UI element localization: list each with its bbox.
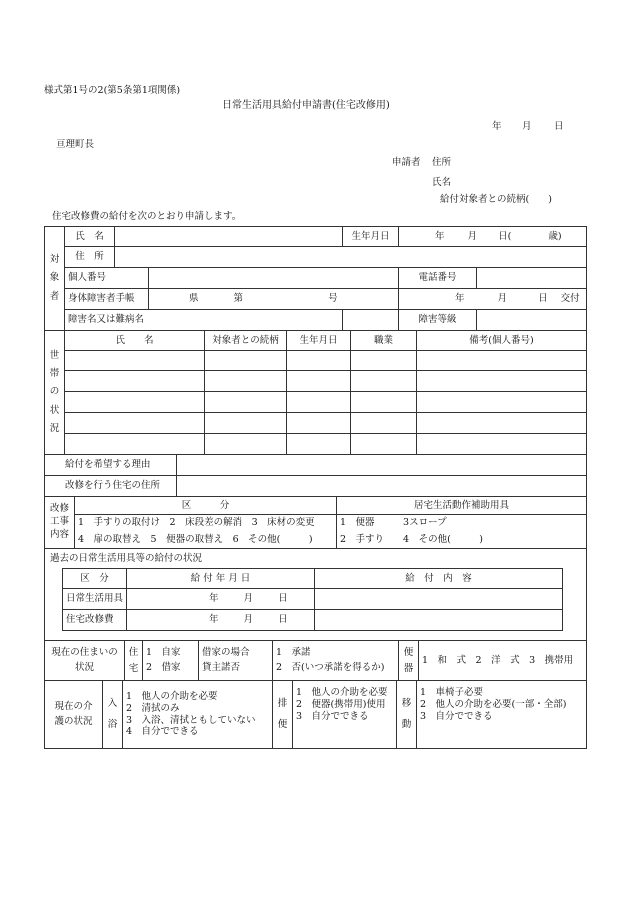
work-aid2: 2 手すり 4 その他( ): [337, 532, 587, 549]
past-header-date: 給 付 年 月 日: [127, 569, 315, 589]
household-header-name: 氏 名: [65, 331, 205, 351]
disability-grade-field[interactable]: [477, 310, 587, 331]
work-kubun-header: 区 分: [75, 497, 337, 515]
phone-label: 電話番号: [399, 268, 477, 289]
household-table: [44, 330, 587, 455]
relation-label: 給付対象者との続柄( ): [440, 194, 552, 205]
birth-label: 生年月日: [343, 227, 399, 247]
care-label: 現在の介護の状況: [45, 681, 103, 749]
subject-address-field[interactable]: [115, 247, 587, 268]
birth-field[interactable]: 年 月 日( 歳): [399, 227, 587, 247]
date-year: 年: [492, 121, 502, 132]
excretion-options[interactable]: 1 他人の介助を必要 2 便器(携帯用)使用 3 自分でできる: [293, 681, 397, 749]
household-header-birth: 生年月日: [287, 331, 351, 351]
work-line2: 4 扉の取替え 5 便器の取替え 6 その他( ): [75, 532, 337, 549]
work-line1: 1 手すりの取付け 2 床段差の解消 3 床材の変更: [75, 515, 337, 532]
subject-table: [44, 226, 587, 331]
past-benefits-title: 過去の日常生活用具等の給付の状況: [50, 553, 203, 564]
phone-field[interactable]: [477, 268, 587, 289]
past-row-daily-aids: 日常生活用具: [63, 589, 127, 610]
move-options[interactable]: 1 車椅子必要 2 他人の介助を必要(一部・全部) 3 自分でできる: [417, 681, 587, 749]
address-label: 住所: [432, 157, 452, 168]
toilet-label: 便器: [399, 641, 419, 681]
table-row: [45, 351, 587, 371]
reason-field[interactable]: [177, 455, 587, 476]
table-row: [45, 392, 587, 413]
housing-jutaku-label: 住宅: [125, 641, 143, 681]
subject-address-label: 住 所: [65, 247, 115, 268]
applicant-label: 申請者: [392, 157, 421, 168]
housing-table: [44, 640, 587, 681]
past-row1-date[interactable]: 年 月 日: [127, 589, 315, 610]
disability-grade-label: 障害等級: [399, 310, 477, 331]
subject-section-label: 対象者: [45, 227, 65, 331]
past-benefits-table: [62, 568, 563, 631]
past-header-content: 給 付 内 容: [315, 569, 563, 589]
work-table: [44, 496, 587, 549]
work-section-label: 改修工事内容: [45, 497, 75, 549]
care-table: [44, 680, 587, 749]
household-section-label: 世帯の状況: [45, 331, 65, 455]
table-row: [45, 434, 587, 455]
past-row1-content[interactable]: [315, 589, 563, 610]
work-aid1: 1 便器 3スロープ: [337, 515, 587, 532]
housing-rent-case: 借家の場合 貸主諾否: [199, 641, 273, 681]
handbook-label: 身体障害者手帳: [65, 289, 149, 310]
addressee: 亘理町長: [56, 139, 95, 150]
past-row2-content[interactable]: [315, 610, 563, 631]
past-header-kubun: 区 分: [63, 569, 127, 589]
renovation-address-label: 改修を行う住宅の住所: [45, 476, 177, 497]
personal-number-label: 個人番号: [65, 268, 149, 289]
disability-name-label: 障害名又は難病名: [65, 310, 343, 331]
household-header-relation: 対象者との続柄: [205, 331, 287, 351]
form-title: 日常生活用具給付申請書(住宅改修用): [222, 100, 390, 111]
personal-number-field[interactable]: [149, 268, 399, 289]
reason-label: 給付を希望する理由: [45, 455, 177, 476]
subject-name-field[interactable]: [115, 227, 343, 247]
date-month: 月: [522, 121, 532, 132]
work-aids-header: 居宅生活動作補助用具: [337, 497, 587, 515]
housing-approval-options[interactable]: 1 承諾 2 否(いつ承諾を得るか): [273, 641, 399, 681]
household-header-job: 職業: [351, 331, 417, 351]
toilet-options[interactable]: 1 和 式 2 洋 式 3 携帯用: [419, 641, 587, 681]
subject-name-label: 氏 名: [65, 227, 115, 247]
reason-table: [44, 454, 587, 497]
housing-owner-options[interactable]: 1 自家 2 借家: [143, 641, 199, 681]
household-header-remarks: 備考(個人番号): [417, 331, 587, 351]
table-row: [45, 413, 587, 434]
intro-text: 住宅改修費の給付を次のとおり申請します。: [52, 211, 242, 222]
name-label: 氏名: [432, 177, 452, 188]
date-day: 日: [554, 121, 564, 132]
disability-name-field[interactable]: [343, 310, 399, 331]
move-label: 移動: [397, 681, 417, 749]
bath-options[interactable]: 1 他人の介助を必要 2 清拭のみ 3 入浴、清拭ともしていない 4 自分でできる: [123, 681, 273, 749]
bath-label: 入浴: [103, 681, 123, 749]
renovation-address-field[interactable]: [177, 476, 587, 497]
handbook-number-field[interactable]: 県 第 号: [149, 289, 399, 310]
housing-label: 現在の住まいの状況: [45, 641, 125, 681]
past-row2-date[interactable]: 年 月 日: [127, 610, 315, 631]
handbook-issued-field[interactable]: 年 月 日 交付: [399, 289, 587, 310]
form-number: 様式第1号の2(第5条第1項関係): [44, 85, 181, 96]
excretion-label: 排便: [273, 681, 293, 749]
past-row-renovation: 住宅改修費: [63, 610, 127, 631]
table-row: [45, 371, 587, 392]
